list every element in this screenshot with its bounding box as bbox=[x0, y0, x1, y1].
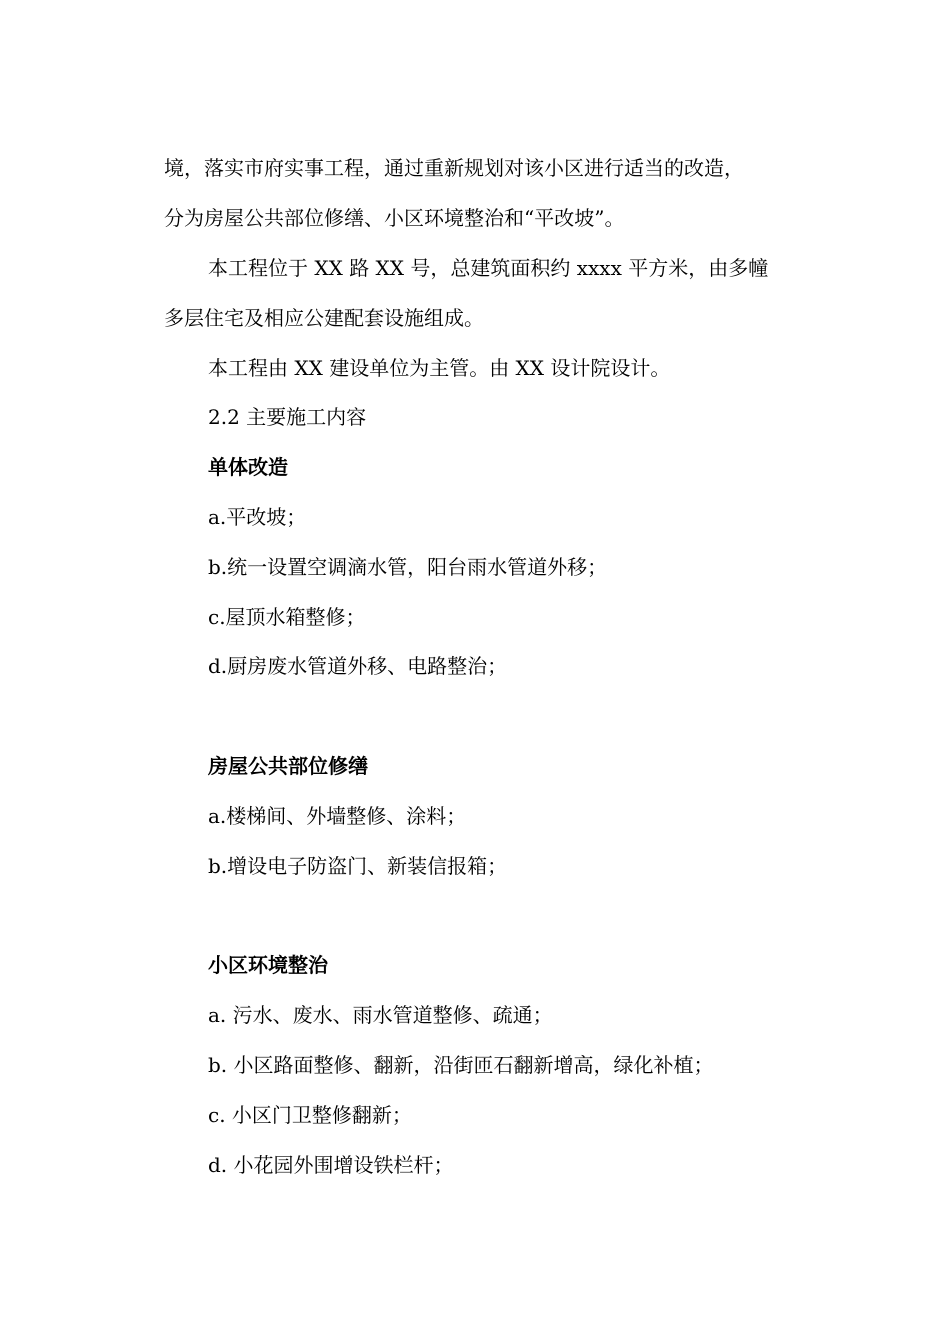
list-item: b. 小区路面整修、翻新，沿街匝石翻新增高，绿化补植； bbox=[208, 1053, 714, 1077]
group-heading: 单体改造 bbox=[208, 455, 288, 479]
paragraph-line: 本工程由 XX 建设单位为主管。由 XX 设计院设计。 bbox=[208, 356, 671, 380]
group-heading: 小区环境整治 bbox=[208, 953, 328, 977]
paragraph-line: 分为房屋公共部位修缮、小区环境整治和“平改坡”。 bbox=[164, 206, 625, 230]
list-item: c.屋顶水箱整修； bbox=[208, 605, 366, 629]
list-item: b.增设电子防盗门、新装信报箱； bbox=[208, 854, 508, 878]
list-item: a.楼梯间、外墙整修、涂料； bbox=[208, 804, 467, 828]
paragraph-line: 境，落实市府实事工程，通过重新规划对该小区进行适当的改造， bbox=[164, 156, 744, 180]
paragraph-line: 多层住宅及相应公建配套设施组成。 bbox=[164, 306, 484, 330]
list-item: a.平改坡； bbox=[208, 505, 307, 529]
list-item: c. 小区门卫整修翻新； bbox=[208, 1103, 412, 1127]
list-item: d. 小花园外围增设铁栏杆； bbox=[208, 1153, 454, 1177]
section-title: 2.2 主要施工内容 bbox=[208, 405, 367, 429]
list-item: b.统一设置空调滴水管，阳台雨水管道外移； bbox=[208, 555, 608, 579]
list-item: a. 污水、废水、雨水管道整修、疏通； bbox=[208, 1003, 553, 1027]
paragraph-line: 本工程位于 XX 路 XX 号，总建筑面积约 xxxx 平方米，由多幢 bbox=[208, 256, 769, 280]
list-item: d.厨房废水管道外移、电路整治； bbox=[208, 654, 508, 678]
group-heading: 房屋公共部位修缮 bbox=[208, 754, 368, 778]
